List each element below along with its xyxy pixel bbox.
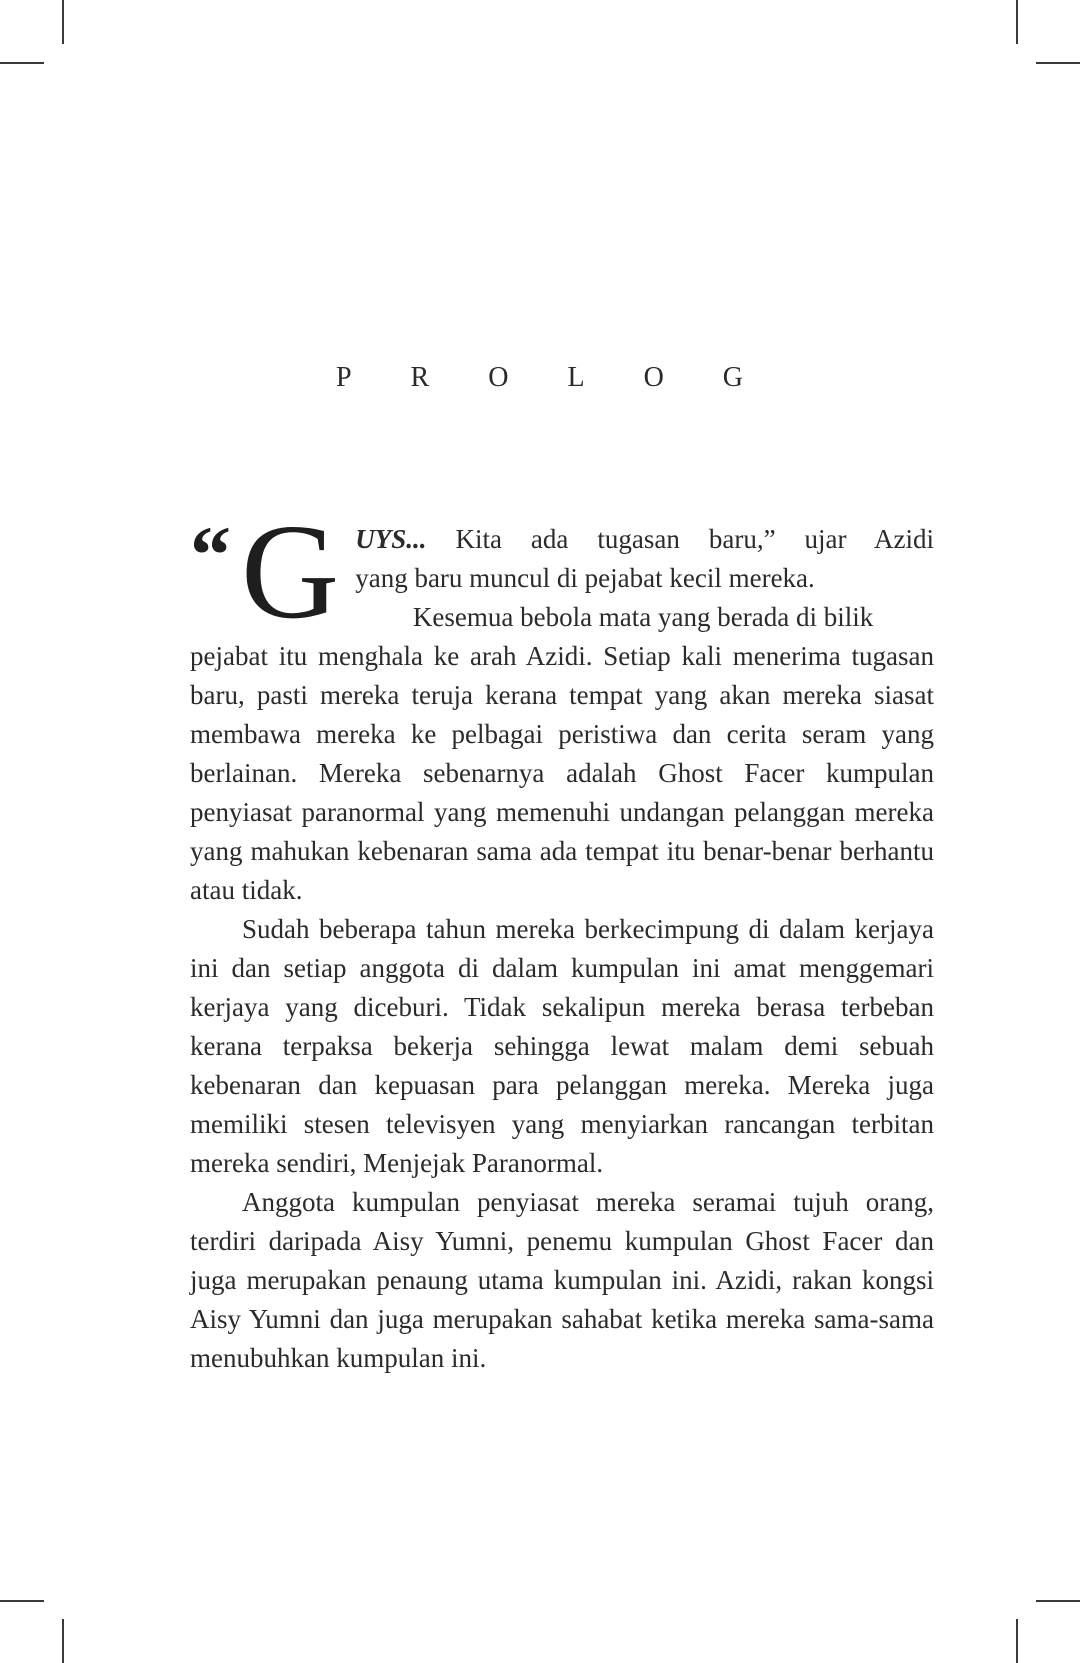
crop-mark-bottom-left-vertical: [62, 1619, 64, 1663]
opening-line-1-text: Kita ada tugasan baru,” ujar Azidi: [455, 524, 934, 554]
crop-mark-top-left-vertical: [62, 0, 64, 44]
crop-mark-top-right-horizontal: [1036, 62, 1080, 64]
opening-quote-mark: “: [190, 509, 231, 600]
crop-mark-top-right-vertical: [1016, 0, 1018, 44]
title-letter: G: [722, 362, 745, 393]
opening-line-1: [355, 520, 934, 559]
opening-block: [190, 497, 934, 647]
title-letter: O: [643, 362, 665, 393]
paragraph-2: Sudah beberapa tahun mereka berkecimpung di dalam kerjaya ini dan setiap anggota di dalam kumpulan ini amat menggemari kerjaya yang diceburi. Tidak sekalipun mereka berasa terbeban kerana terpaksa bekerja sehingga lewat malam demi sebuah kebenaran dan kepuasan para pelanggan mereka. Mereka juga memiliki stesen televisyen yang menyiarkan rancangan terbitan mereka sendiri, Menjejak Paranormal.: [190, 914, 934, 1178]
crop-mark-bottom-right-horizontal: [1036, 1600, 1080, 1602]
body-text: [190, 497, 934, 1378]
paragraph-3: Anggota kumpulan penyiasat mereka seramai tujuh orang, terdiri daripada Aisy Yumni, penemu kumpulan Ghost Facer dan juga merupakan penaung utama kumpulan ini. Azidi, rakan kongsi Aisy Yumni dan juga merupakan sahabat ketika mereka sama-sama menubuhkan kumpulan ini.: [190, 1187, 934, 1373]
title-letter: P: [335, 362, 353, 393]
crop-mark-top-left-horizontal: [0, 62, 44, 64]
title-letter: L: [567, 362, 586, 393]
title-letter: O: [488, 362, 510, 393]
paragraph-1: pejabat itu menghala ke arah Azidi. Setiap kali menerima tugasan baru, pasti mereka teruja kerana tempat yang akan mereka siasat membawa mereka ke pelbagai peristiwa dan cerita seram yang berlainan. Mereka sebenarnya adalah Ghost Facer kumpulan penyiasat paranormal yang memenuhi undangan pelanggan mereka yang mahukan kebenaran sama ada tempat itu benar-benar berhantu atau tidak.: [190, 641, 934, 905]
opening-line-2: yang baru muncul di pejabat kecil mereka.: [355, 563, 815, 593]
lead-word: UYS...: [355, 524, 427, 554]
opening-lines: [355, 520, 934, 637]
drop-cap: G: [241, 497, 340, 647]
crop-mark-bottom-left-horizontal: [0, 1600, 44, 1602]
title-letter: R: [410, 362, 431, 393]
crop-mark-bottom-right-vertical: [1016, 1619, 1018, 1663]
opening-line-3: Kesemua bebola mata yang berada di bilik: [412, 602, 874, 632]
chapter-title: [0, 362, 1080, 394]
